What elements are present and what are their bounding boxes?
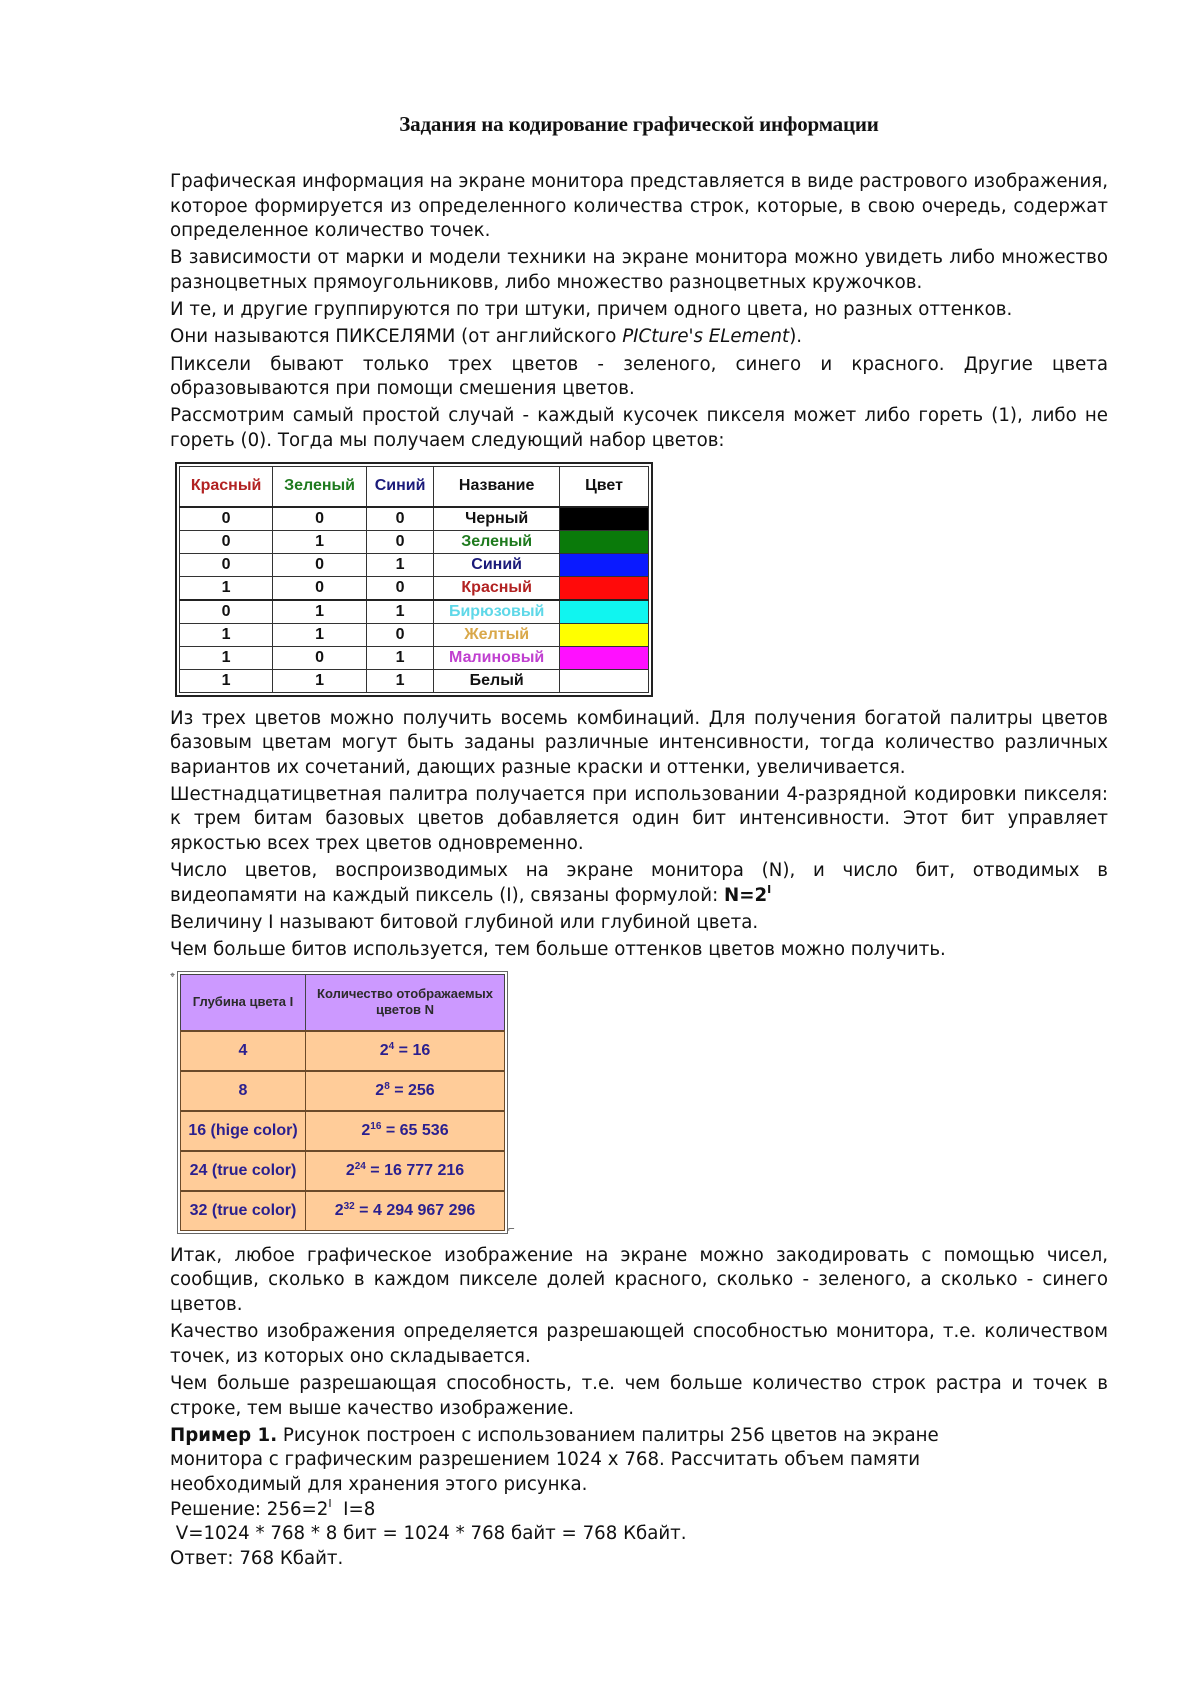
power-base: 2 [379, 1041, 389, 1059]
color-name-cell: Малиновый [434, 646, 560, 669]
bit-cell: 0 [366, 576, 433, 600]
bit-cell: 0 [180, 553, 273, 576]
colors-count-cell [306, 1111, 505, 1151]
formula-base: N=2 [724, 884, 768, 906]
column-header: Зеленый [273, 466, 367, 507]
colors-count-cell [306, 1031, 505, 1071]
column-header: Количество отображаемых цветов N [306, 974, 505, 1031]
solution-line [170, 1498, 1108, 1523]
formula-exponent: I [767, 882, 772, 896]
table-row [181, 1071, 505, 1111]
bit-cell: 0 [273, 507, 367, 531]
power-result: = 16 777 216 [365, 1161, 465, 1179]
solution-text: I=8 [331, 1498, 376, 1520]
bit-cell: 0 [273, 646, 367, 669]
paragraph: Из трех цветов можно получить восемь комбинаций. Для получения богатой палитры цветов базовым цветам могут быть заданы различные интенсивности, тогда количество различных вариантов их сочетаний, дающих разные краски и оттенки, увеличивается. [170, 707, 1108, 778]
depth-cell: 4 [181, 1031, 306, 1071]
paragraph: И те, и другие группируются по три штуки, причем одного цвета, но разных оттенков. [170, 299, 1013, 321]
table-row [181, 1111, 505, 1151]
bit-cell: 0 [366, 623, 433, 646]
bit-cell: 1 [366, 600, 433, 624]
paragraph: Рассмотрим самый простой случай - каждый кусочек пикселя может либо гореть (1), либо не гореть (0). Тогда мы получаем следующий набор цветов: [170, 405, 1108, 451]
italic-term: PICture's ELement [622, 326, 790, 348]
formula [724, 882, 772, 906]
table-row [181, 1031, 505, 1071]
power-exponent: 32 [343, 1200, 355, 1212]
bit-cell: 0 [366, 507, 433, 531]
color-swatch [560, 600, 649, 624]
table-row [180, 576, 649, 600]
bit-cell: 0 [180, 600, 273, 624]
bit-cell: 1 [366, 669, 433, 692]
power-base: 2 [361, 1121, 371, 1139]
solution-exponent: I [328, 1496, 332, 1510]
table-row [181, 1151, 505, 1191]
paragraph: Итак, любое графическое изображение на экране можно закодировать с помощью чисел, сообщив, сколько в каждом пикселе долей красного, сколько - зеленого, а сколько - синего цветов. [170, 1244, 1108, 1315]
bit-cell: 1 [273, 623, 367, 646]
bit-cell: 1 [273, 530, 367, 553]
color-name-cell: Зеленый [434, 530, 560, 553]
answer-line: Ответ: 768 Кбайт. [170, 1547, 344, 1569]
paragraph: Величину I называют битовой глубиной или глубиной цвета. [170, 912, 759, 934]
depth-cell: 8 [181, 1071, 306, 1111]
power-result: = 65 536 [381, 1121, 449, 1139]
depth-cell: 24 (true color) [181, 1151, 306, 1191]
color-swatch [560, 669, 649, 692]
color-name-cell: Черный [434, 507, 560, 531]
bit-cell: 0 [180, 530, 273, 553]
depth-cell: 32 (true color) [181, 1191, 306, 1231]
power-result: = 16 [394, 1041, 431, 1059]
color-swatch [560, 507, 649, 531]
paragraph: Пиксели бывают только трех цветов - зеленого, синего и красного. Другие цвета образовываются при помощи смешения цветов. [170, 353, 1108, 400]
bit-cell: 1 [180, 576, 273, 600]
example-paragraph [170, 1424, 1108, 1498]
color-name-cell: Бирюзовый [434, 600, 560, 624]
color-swatch [560, 646, 649, 669]
paragraph: Чем больше битов используется, тем больше оттенков цветов можно получить. [170, 939, 946, 961]
power-result: = 4 294 967 296 [354, 1201, 476, 1219]
paragraph-pixels [170, 325, 1108, 350]
power-exponent: 8 [384, 1080, 390, 1092]
colors-count-cell [306, 1151, 505, 1191]
table-row [181, 1191, 505, 1231]
column-header: Цвет [560, 466, 649, 507]
column-header: Глубина цвета I [181, 974, 306, 1031]
bit-cell: 1 [366, 553, 433, 576]
bit-cell: 1 [366, 646, 433, 669]
color-depth-table [170, 970, 515, 1236]
colors-count-cell [306, 1071, 505, 1111]
bit-cell: 1 [180, 623, 273, 646]
paragraph: Шестнадцатицветная палитра получается при использовании 4-разрядной кодировки пикселя: к трем битам базовых цветов добавляется один бит интенсивности. Этот бит управляет яркостью всех трех цветов одновременно. [170, 783, 1108, 855]
text: Они называются ПИКСЕЛЯМИ (от английского [170, 326, 623, 348]
color-swatch [560, 553, 649, 576]
color-swatch [560, 530, 649, 553]
color-name-cell: Белый [434, 669, 560, 692]
paragraph: Качество изображения определяется разрешающей способностью монитора, т.е. количеством точек, из которых оно складывается. [170, 1321, 1108, 1367]
power-base: 2 [345, 1161, 355, 1179]
color-swatch [560, 576, 649, 600]
table-anchor-icon: ⌖ [170, 970, 176, 981]
color-combination-table [175, 462, 653, 697]
page-title: Задания на кодирование графической информации [399, 112, 879, 136]
color-swatch [560, 623, 649, 646]
bit-cell: 0 [366, 530, 433, 553]
example-text: Рисунок построен с использованием палитры 256 цветов на экране [277, 1424, 939, 1446]
bit-cell: 1 [180, 669, 273, 692]
bit-cell: 1 [273, 669, 367, 692]
column-header: Синий [366, 466, 433, 507]
power-base: 2 [375, 1081, 385, 1099]
colors-count-cell [306, 1191, 505, 1231]
table-row [180, 553, 649, 576]
document-body [170, 170, 1108, 1574]
color-name-cell: Желтый [434, 623, 560, 646]
power-exponent: 4 [388, 1040, 395, 1052]
depth-cell: 16 (hige color) [181, 1111, 306, 1151]
text: Число цветов, воспроизводимых на экране монитора (N), и число бит, отводимых в видеопамяти на каждый пиксель (I), связаны формулой: [170, 860, 1108, 906]
color-name-cell: Синий [434, 553, 560, 576]
solution-text: Решение: 256=2 [170, 1498, 329, 1520]
power-exponent: 24 [354, 1160, 366, 1172]
table-row [180, 646, 649, 669]
power-exponent: 16 [370, 1120, 382, 1132]
table-row [180, 507, 649, 531]
example-text: монитора с графическим разрешением 1024 х 768. Рассчитать объем памяти [170, 1449, 921, 1471]
bit-cell: 1 [180, 646, 273, 669]
power-result: = 256 [389, 1081, 435, 1099]
table-row [180, 623, 649, 646]
table-resize-handle-icon: ⌐ [507, 1225, 515, 1236]
example-text: необходимый для хранения этого рисунка. [170, 1473, 588, 1495]
table-row [180, 669, 649, 692]
text: ). [789, 326, 803, 348]
table-row [180, 600, 649, 624]
column-header: Название [434, 466, 560, 507]
table-row [180, 530, 649, 553]
paragraph: Графическая информация на экране монитора представляется в виде растрового изображения, которое формируется из определенного количества строк, которые, в свою очередь, содержат определенное количество точек. [170, 171, 1108, 242]
bit-cell: 1 [273, 600, 367, 624]
calculation-line: V=1024 * 768 * 8 бит = 1024 * 768 байт = 768 Кбайт. [170, 1523, 687, 1545]
paragraph: Чем больше разрешающая способность, т.е. чем больше количество строк растра и точек в строке, тем выше качество изображение. [170, 1372, 1108, 1419]
example-label: Пример 1. [170, 1424, 278, 1446]
power-base: 2 [334, 1201, 344, 1219]
bit-cell: 0 [273, 553, 367, 576]
bit-cell: 0 [273, 576, 367, 600]
bit-cell: 0 [180, 507, 273, 531]
paragraph-formula [170, 859, 1108, 908]
column-header: Красный [180, 466, 273, 507]
color-name-cell: Красный [434, 576, 560, 600]
paragraph: В зависимости от марки и модели техники на экране монитора можно увидеть либо множество разноцветных прямоугольниковв, либо множество разноцветных кружочков. [170, 247, 1108, 293]
